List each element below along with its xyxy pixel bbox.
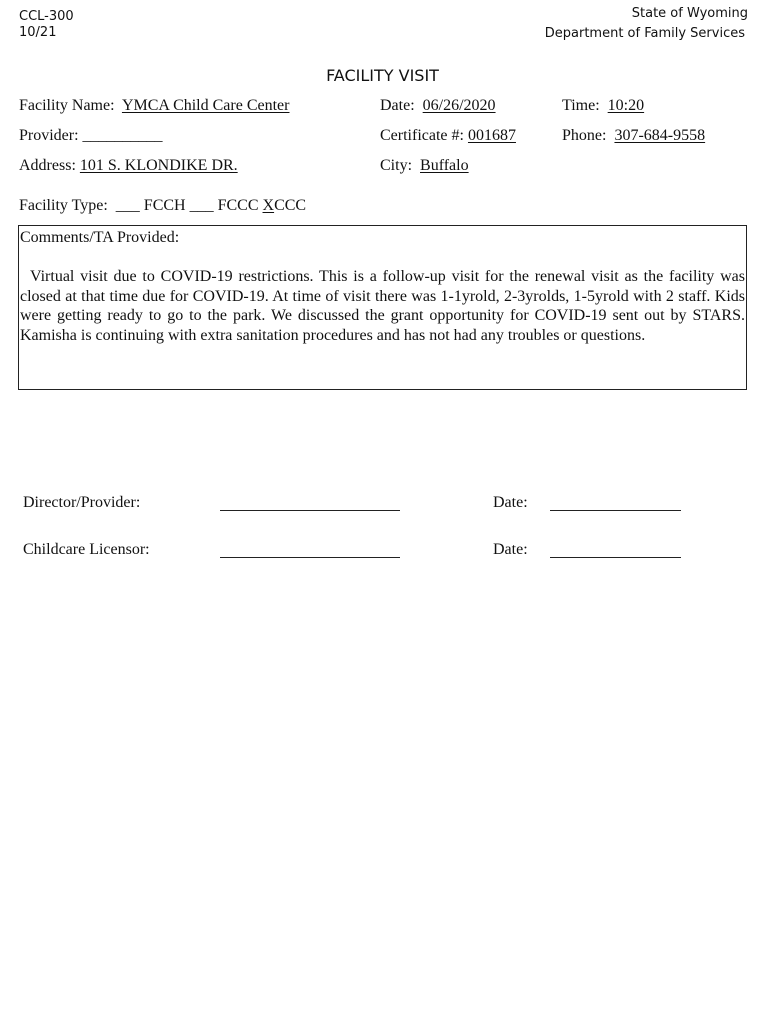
- fcch-blank: ___: [115, 197, 140, 214]
- form-revision-date: 10/21: [19, 25, 57, 40]
- visit-time-row: [562, 97, 644, 115]
- licensor-date-line: [550, 557, 681, 558]
- form-code: CCL-300: [19, 9, 74, 24]
- city-label: City:: [380, 157, 413, 174]
- address-row: [19, 157, 238, 175]
- director-date-line: [550, 510, 681, 511]
- phone-value: 307-684-9558: [614, 127, 706, 144]
- visit-time-label: Time:: [562, 97, 600, 114]
- fccc-blank: ___: [189, 197, 214, 214]
- facility-name-value: YMCA Child Care Center: [121, 97, 290, 114]
- department-name: Department of Family Services: [544, 26, 745, 41]
- licensor-date-label: Date:: [493, 541, 528, 558]
- address-label: Address:: [19, 157, 76, 174]
- visit-date-label: Date:: [380, 97, 415, 114]
- certificate-row: [380, 127, 516, 145]
- licensor-signature-line: [220, 557, 400, 558]
- ccc-option: CCC: [274, 197, 307, 214]
- ccc-checkmark: X: [262, 197, 275, 214]
- facility-type-label: Facility Type:: [19, 197, 108, 214]
- comments-box: [18, 225, 747, 390]
- provider-label: Provider:: [19, 127, 79, 144]
- visit-time-value: 10:20: [607, 97, 645, 114]
- fccc-option: FCCC: [217, 197, 259, 214]
- facility-name-row: [19, 97, 289, 115]
- phone-label: Phone:: [562, 127, 607, 144]
- address-value: 101 S. KLONDIKE DR.: [79, 157, 238, 174]
- certificate-label: Certificate #:: [380, 127, 464, 144]
- city-row: [380, 157, 469, 175]
- licensor-signature-label: Childcare Licensor:: [23, 541, 150, 558]
- facility-name-label: Facility Name:: [19, 97, 115, 114]
- visit-date-row: [380, 97, 496, 115]
- city-value: Buffalo: [420, 157, 469, 174]
- comments-text: Virtual visit due to COVID-19 restrictions. This is a follow-up visit for the renewal visit as the facility was closed at that time due for COVID-19. At time of visit there was 1-1yrold, 2-3yrolds, 1-5yrold with 2 staff. Kids were getting ready to go to the park. We discussed the grant opportunity for COVID-19 sent out by STARS. Kamisha is continuing with extra sanitation procedures and has not had any troubles or questions.: [20, 268, 745, 344]
- visit-date-value: 06/26/2020: [422, 97, 496, 114]
- facility-type-row: [19, 197, 306, 215]
- comments-label: Comments/TA Provided:: [20, 229, 180, 246]
- provider-value: __________: [82, 127, 163, 144]
- provider-row: [19, 127, 163, 145]
- director-signature-label: Director/Provider:: [23, 494, 141, 511]
- director-signature-line: [220, 510, 400, 511]
- certificate-value: 001687: [467, 127, 516, 144]
- page-title: FACILITY VISIT: [326, 66, 439, 85]
- director-date-label: Date:: [493, 494, 528, 511]
- state-name: State of Wyoming: [631, 6, 748, 21]
- phone-row: [562, 127, 705, 145]
- fcch-option: FCCH: [143, 197, 186, 214]
